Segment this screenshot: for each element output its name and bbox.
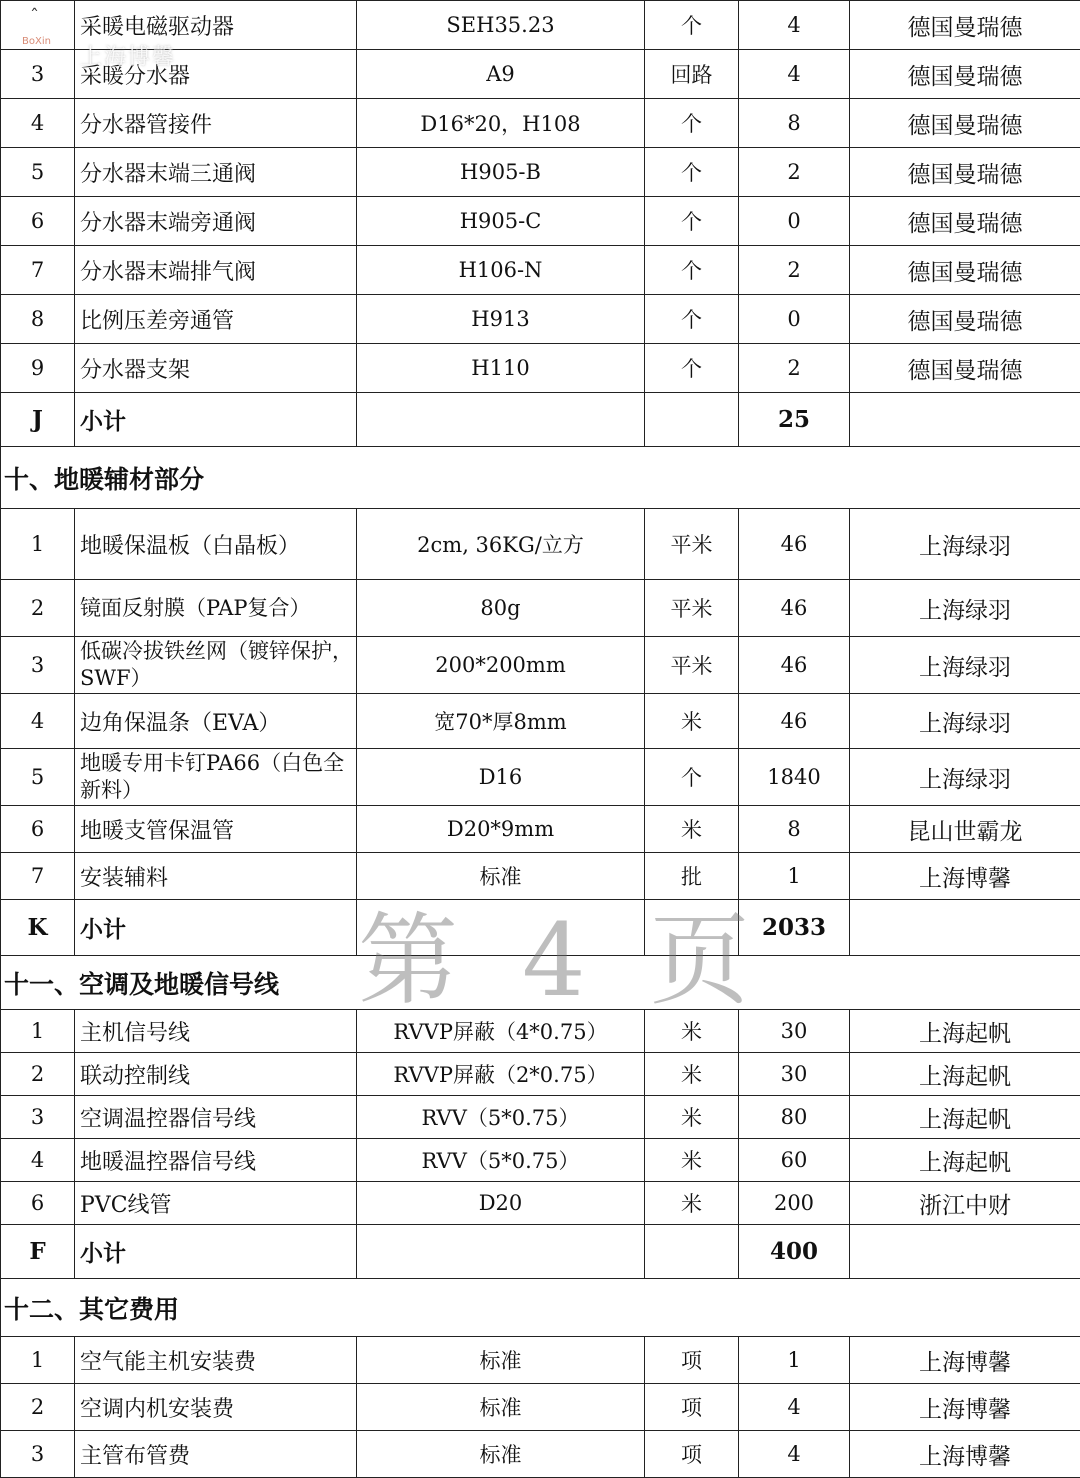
table-row <box>1 148 1080 197</box>
row-number: 2 <box>1 580 75 637</box>
item-qty: 30 <box>739 1053 850 1096</box>
item-qty: 2 <box>739 246 850 295</box>
item-spec: H106-N <box>357 246 645 295</box>
subtotal-label: 小计 <box>75 393 357 447</box>
scroll-caret-icon: ˆ <box>30 6 39 27</box>
item-qty: 30 <box>739 1010 850 1053</box>
table-row <box>1 1139 1080 1182</box>
watermark-char: 第 <box>358 902 462 1019</box>
table-row <box>1 806 1080 853</box>
subtotal-label: 小计 <box>75 900 357 956</box>
empty-cell <box>357 393 645 447</box>
item-unit: 米 <box>645 1010 739 1053</box>
table-row <box>1 1010 1080 1053</box>
item-spec: D20*9mm <box>357 806 645 853</box>
row-number: 1 <box>1 1010 75 1053</box>
item-name: 低碳冷拔铁丝网（镀锌保护，SWF） <box>75 637 357 694</box>
item-qty: 4 <box>739 1384 850 1431</box>
item-brand: 德国曼瑞德 <box>850 246 1080 295</box>
item-brand: 上海博馨 <box>850 853 1080 900</box>
row-number: 7 <box>1 246 75 295</box>
item-name: 空调内机安装费 <box>75 1384 357 1431</box>
empty-cell <box>645 1225 739 1279</box>
section-title: 十一、空调及地暖信号线 <box>1 956 1080 1010</box>
item-brand: 上海博馨 <box>850 1431 1080 1478</box>
item-qty: 2 <box>739 344 850 393</box>
empty-cell <box>357 1225 645 1279</box>
item-name: 分水器管接件 <box>75 99 357 148</box>
item-spec: RVV（5*0.75） <box>357 1096 645 1139</box>
item-spec: RVV（5*0.75） <box>357 1139 645 1182</box>
item-unit: 米 <box>645 1053 739 1096</box>
row-number: 2 <box>1 1053 75 1096</box>
item-spec: 标准 <box>357 1384 645 1431</box>
item-brand: 上海绿羽 <box>850 509 1080 580</box>
item-unit: 批 <box>645 853 739 900</box>
item-name: 采暖电磁驱动器 <box>75 1 357 50</box>
item-spec: D16 <box>357 749 645 806</box>
item-spec: 标准 <box>357 1431 645 1478</box>
section-header <box>1 1279 1080 1337</box>
item-unit: 项 <box>645 1431 739 1478</box>
item-name: 安装辅料 <box>75 853 357 900</box>
item-unit: 米 <box>645 694 739 749</box>
row-number: 4 <box>1 99 75 148</box>
item-qty: 1840 <box>739 749 850 806</box>
table-row <box>1 853 1080 900</box>
item-name: 地暖支管保温管 <box>75 806 357 853</box>
table-row <box>1 1096 1080 1139</box>
item-spec: 200*200mm <box>357 637 645 694</box>
item-name: 分水器末端旁通阀 <box>75 197 357 246</box>
row-number: 3 <box>1 1431 75 1478</box>
row-number: 6 <box>1 1182 75 1225</box>
table-row <box>1 344 1080 393</box>
section-header <box>1 956 1080 1010</box>
table-row <box>1 1431 1080 1478</box>
table-row <box>1 509 1080 580</box>
table-row <box>1 246 1080 295</box>
subtotal-row-f <box>1 1225 1080 1279</box>
item-name: 主机信号线 <box>75 1010 357 1053</box>
row-number: 6 <box>1 197 75 246</box>
section-title: 十、地暖辅材部分 <box>1 447 1080 509</box>
item-brand: 上海绿羽 <box>850 637 1080 694</box>
row-number: 3 <box>1 1096 75 1139</box>
item-spec: 2cm, 36KG/立方 <box>357 509 645 580</box>
item-brand: 德国曼瑞德 <box>850 1 1080 50</box>
table-row <box>1 295 1080 344</box>
item-name: 镜面反射膜（PAP复合） <box>75 580 357 637</box>
item-brand: 上海绿羽 <box>850 749 1080 806</box>
table-row <box>1 50 1080 99</box>
item-brand: 上海起帆 <box>850 1139 1080 1182</box>
section-header <box>1 447 1080 509</box>
item-spec: H110 <box>357 344 645 393</box>
empty-cell <box>850 1225 1080 1279</box>
item-name: 采暖分水器 <box>75 50 357 99</box>
table-row <box>1 1182 1080 1225</box>
item-unit: 个 <box>645 749 739 806</box>
item-unit: 个 <box>645 148 739 197</box>
table-row <box>1 99 1080 148</box>
item-qty: 4 <box>739 50 850 99</box>
item-unit: 米 <box>645 1096 739 1139</box>
item-spec: RVVP屏蔽（2*0.75） <box>357 1053 645 1096</box>
item-unit: 个 <box>645 1 739 50</box>
item-qty: 60 <box>739 1139 850 1182</box>
item-brand: 浙江中财 <box>850 1182 1080 1225</box>
item-name: 空气能主机安装费 <box>75 1337 357 1384</box>
watermark-char: 页 <box>650 902 754 1019</box>
item-qty: 0 <box>739 197 850 246</box>
item-qty: 8 <box>739 806 850 853</box>
item-qty: 1 <box>739 853 850 900</box>
brand-watermark-text: 上海博馨 <box>80 40 176 71</box>
item-unit: 个 <box>645 344 739 393</box>
item-qty: 0 <box>739 295 850 344</box>
item-spec: SEH35.23 <box>357 1 645 50</box>
table-row <box>1 1053 1080 1096</box>
item-brand: 德国曼瑞德 <box>850 99 1080 148</box>
item-unit: 个 <box>645 246 739 295</box>
item-spec: 标准 <box>357 1337 645 1384</box>
subtotal-qty: 2033 <box>739 900 850 956</box>
item-qty: 4 <box>739 1 850 50</box>
table-row <box>1 637 1080 694</box>
empty-cell <box>850 393 1080 447</box>
item-spec: D16*20，H108 <box>357 99 645 148</box>
row-number: 9 <box>1 344 75 393</box>
row-number: 8 <box>1 295 75 344</box>
row-number: 1 <box>1 509 75 580</box>
item-qty: 8 <box>739 99 850 148</box>
table-row <box>1 694 1080 749</box>
table-row <box>1 1384 1080 1431</box>
item-name: 地暖专用卡钉PA66（白色全新料） <box>75 749 357 806</box>
item-name: 空调温控器信号线 <box>75 1096 357 1139</box>
item-brand: 上海博馨 <box>850 1384 1080 1431</box>
item-spec: 宽70*厚8mm <box>357 694 645 749</box>
item-brand: 上海绿羽 <box>850 580 1080 637</box>
item-brand: 德国曼瑞德 <box>850 50 1080 99</box>
item-name: 分水器支架 <box>75 344 357 393</box>
item-qty: 1 <box>739 1337 850 1384</box>
item-spec: H905-B <box>357 148 645 197</box>
item-unit: 回路 <box>645 50 739 99</box>
subtotal-code: K <box>1 900 75 956</box>
item-spec: H905-C <box>357 197 645 246</box>
subtotal-qty: 400 <box>739 1225 850 1279</box>
item-qty: 200 <box>739 1182 850 1225</box>
item-brand: 昆山世霸龙 <box>850 806 1080 853</box>
item-unit: 个 <box>645 295 739 344</box>
section-title: 十二、其它费用 <box>1 1279 1080 1337</box>
item-qty: 46 <box>739 637 850 694</box>
item-name: 主管布管费 <box>75 1431 357 1478</box>
item-name: 比例压差旁通管 <box>75 295 357 344</box>
empty-cell <box>645 900 739 956</box>
item-brand: 上海起帆 <box>850 1053 1080 1096</box>
item-spec: A9 <box>357 50 645 99</box>
brand-logo-icon: BoXin <box>22 36 51 47</box>
row-number: 3 <box>1 50 75 99</box>
item-name: 地暖温控器信号线 <box>75 1139 357 1182</box>
table-row <box>1 749 1080 806</box>
item-spec: 标准 <box>357 853 645 900</box>
item-brand: 德国曼瑞德 <box>850 295 1080 344</box>
item-brand: 上海起帆 <box>850 1010 1080 1053</box>
item-unit: 个 <box>645 99 739 148</box>
item-brand: 上海起帆 <box>850 1096 1080 1139</box>
item-brand: 德国曼瑞德 <box>850 197 1080 246</box>
row-number: 3 <box>1 637 75 694</box>
row-number: 4 <box>1 1139 75 1182</box>
item-qty: 80 <box>739 1096 850 1139</box>
item-name: 地暖保温板（白晶板） <box>75 509 357 580</box>
table-row <box>1 580 1080 637</box>
row-number: 1 <box>1 1337 75 1384</box>
table-row <box>1 1 1080 50</box>
row-number: 5 <box>1 148 75 197</box>
item-brand: 德国曼瑞德 <box>850 148 1080 197</box>
item-brand: 上海绿羽 <box>850 694 1080 749</box>
item-spec: D20 <box>357 1182 645 1225</box>
item-unit: 项 <box>645 1337 739 1384</box>
subtotal-row-k <box>1 900 1080 956</box>
item-brand: 德国曼瑞德 <box>850 344 1080 393</box>
empty-cell <box>850 900 1080 956</box>
subtotal-code: J <box>1 393 75 447</box>
item-unit: 米 <box>645 806 739 853</box>
item-unit: 平米 <box>645 580 739 637</box>
item-spec: RVVP屏蔽（4*0.75） <box>357 1010 645 1053</box>
table-row <box>1 197 1080 246</box>
item-qty: 46 <box>739 580 850 637</box>
empty-cell <box>357 900 645 956</box>
row-number: 2 <box>1 1384 75 1431</box>
item-unit: 个 <box>645 197 739 246</box>
subtotal-code: F <box>1 1225 75 1279</box>
table-row <box>1 1337 1080 1384</box>
item-unit: 项 <box>645 1384 739 1431</box>
subtotal-label: 小计 <box>75 1225 357 1279</box>
item-unit: 平米 <box>645 509 739 580</box>
watermark-char: 4 <box>522 902 590 1019</box>
item-name: 分水器末端排气阀 <box>75 246 357 295</box>
item-name: 分水器末端三通阀 <box>75 148 357 197</box>
item-unit: 平米 <box>645 637 739 694</box>
item-qty: 4 <box>739 1431 850 1478</box>
item-qty: 46 <box>739 509 850 580</box>
row-number: 6 <box>1 806 75 853</box>
item-spec: 80g <box>357 580 645 637</box>
subtotal-qty: 25 <box>739 393 850 447</box>
item-qty: 46 <box>739 694 850 749</box>
item-qty: 2 <box>739 148 850 197</box>
item-unit: 米 <box>645 1182 739 1225</box>
subtotal-row-j <box>1 393 1080 447</box>
item-unit: 米 <box>645 1139 739 1182</box>
item-name: PVC线管 <box>75 1182 357 1225</box>
item-name: 边角保温条（EVA） <box>75 694 357 749</box>
row-number: 7 <box>1 853 75 900</box>
item-brand: 上海博馨 <box>850 1337 1080 1384</box>
item-name: 联动控制线 <box>75 1053 357 1096</box>
item-spec: H913 <box>357 295 645 344</box>
empty-cell <box>645 393 739 447</box>
row-number: 4 <box>1 694 75 749</box>
row-number: 5 <box>1 749 75 806</box>
